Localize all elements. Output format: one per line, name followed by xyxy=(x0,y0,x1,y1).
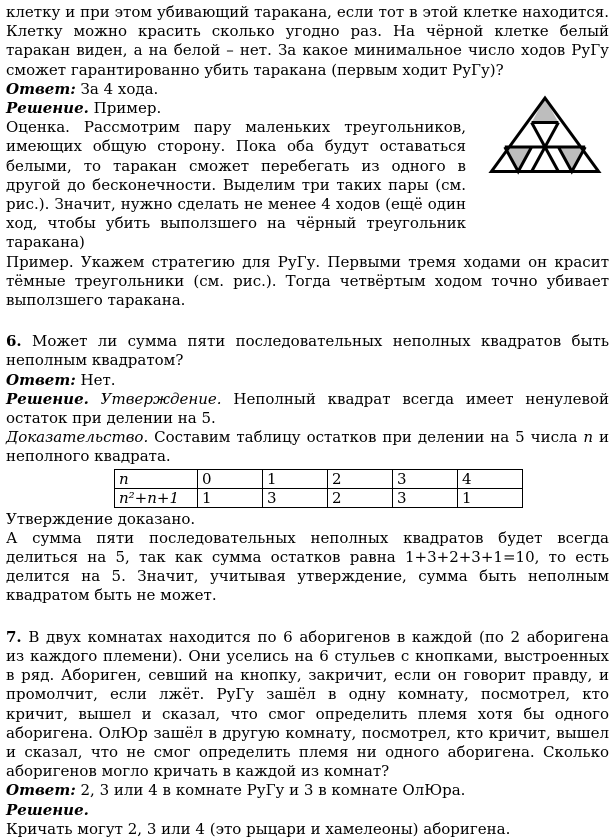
claim-text: Неполный квадрат всегда имеет ненулевой остаток при делении на 5. xyxy=(6,389,609,428)
table-cell: 4 xyxy=(458,469,523,488)
problem5-statement: клетку и при этом убивающий таракана, если тот в этой клетке находится. Клетку можно красить сколько угодно раз. На чёрной клетке белый таракан виден, а на белой – нет. За какое минимальное число ходов РуГу сможет гарантированно убить таракана (первым ходит РуГу)? xyxy=(6,3,609,79)
problem7-statement xyxy=(6,628,609,782)
table-cell: 1 xyxy=(458,488,523,507)
problem-number: 6. xyxy=(6,332,22,351)
answer-text: Нет. xyxy=(75,370,116,389)
problem7-answer xyxy=(6,781,609,800)
answer-label: Ответ: xyxy=(6,79,76,98)
problem-question: Может ли сумма пяти последовательных неполных квадратов быть неполным квадратом? xyxy=(6,332,609,370)
problem6-statement xyxy=(6,332,609,370)
table-row xyxy=(115,488,523,507)
table-cell: 0 xyxy=(198,469,263,488)
table-cell: 2 xyxy=(328,469,393,488)
problem6-conclusion: А сумма пяти последовательных неполных квадратов будет всегда делиться на 5, так как сумма остатков равна 1+3+2+3+1=10, то есть делится на 5. Значит, учитывая утверждение, сумма быть неполным квадратом быть не может. xyxy=(6,528,609,605)
answer-text: За 4 хода. xyxy=(75,79,159,98)
proof-label: Доказательство. xyxy=(6,428,149,447)
solution-text: Пример. xyxy=(88,99,162,118)
table-cell: n²+n+1 xyxy=(115,488,198,507)
dark-triangle-right xyxy=(558,147,585,172)
solution-label: Решение. xyxy=(6,800,89,819)
problem5-estimate xyxy=(6,118,466,252)
table-cell: 2 xyxy=(328,488,393,507)
table-cell: 1 xyxy=(263,469,328,488)
proof-text: Составим таблицу остатков при делении на 5 числа xyxy=(148,428,584,447)
problem-question: В двух комнатах находится по 6 аборигенов в каждой (по 2 аборигена из каждого племени). Они уселись на 6 стульев с кнопками, выстроенных в ряд. Абориген, севший на кнопку, закричит, если он говорит правду, и промолчит, если лжёт. РуГу зашёл в одну комнату, посмотрел, кто кричит, вышел и сказал, что смог определить племя хотя бы одного аборигена. ОлЮр зашёл в другую комнату, посмотрел, кто кричит, вышел и сказал, что не смог определить племя ни одного аборигена. Сколько аборигенов могло кричать в каждой из комнат? xyxy=(6,627,609,781)
problem6-answer xyxy=(6,371,609,390)
answer-label: Ответ: xyxy=(6,781,76,800)
problem5-example: Пример. Укажем стратегию для РуГу. Первыми тремя ходами он красит тёмные треугольники (см. рис.). Тогда четвёртым ходом точно убивает выползшего таракана. xyxy=(6,252,609,310)
problem6-proved: Утверждение доказано. xyxy=(6,509,196,528)
claim-label: Утверждение. xyxy=(88,389,222,408)
table-cell: 1 xyxy=(198,488,263,507)
table-cell: 3 xyxy=(263,488,328,507)
solution-label: Решение. xyxy=(6,389,89,408)
problem7-last-line: Кричать могут 2, 3 или 4 (это рыцари и хамелеоны) аборигена. xyxy=(6,819,511,838)
problem6-solution xyxy=(6,390,609,428)
answer-text: 2, 3 или 4 в комнате РуГу и 3 в комнате ОлЮра. xyxy=(75,781,466,800)
table-row xyxy=(115,469,523,488)
table-cell: 3 xyxy=(393,469,458,488)
table-cell: 3 xyxy=(393,488,458,507)
variable-n: n xyxy=(583,428,594,447)
remainder-table xyxy=(114,469,523,508)
table-cell: n xyxy=(115,469,198,488)
estimate-text: Оценка. Рассмотрим пару маленьких треугольников, имеющих общую сторону. Пока оба будут оставаться белыми, то таракан сможет перебегать из одного в другой до бесконечности. Выделим три таких пары (см. рис.). Значит, нужно сделать не менее 4 ходов (ещё один ход, чтобы убить выползшего на чёрный треугольник таракана) xyxy=(6,118,466,252)
problem6-proof xyxy=(6,428,609,466)
proof-text-end: и неполного квадрата. xyxy=(6,428,609,466)
dark-triangle-left xyxy=(505,147,532,172)
answer-label: Ответ: xyxy=(6,370,76,389)
problem7-solution xyxy=(6,801,609,820)
triangle-figure xyxy=(480,89,610,189)
problem-number: 7. xyxy=(6,627,22,646)
solution-label: Решение. xyxy=(6,99,89,118)
